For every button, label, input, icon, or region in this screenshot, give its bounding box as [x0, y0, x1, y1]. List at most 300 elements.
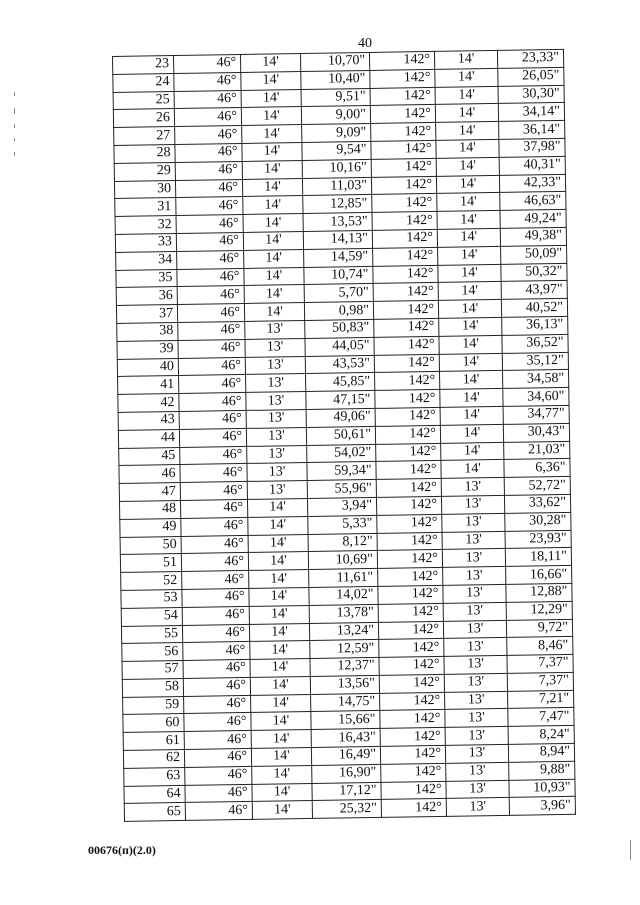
lat-seconds-cell: 16,49" [311, 746, 380, 765]
lon-minutes-cell: 14' [440, 406, 503, 425]
lon-degrees-cell: 142° [380, 745, 445, 764]
lon-degrees-cell: 142° [377, 550, 442, 569]
lon-seconds-cell: 12,29" [506, 601, 572, 620]
point-number-cell: 63 [124, 767, 185, 786]
lon-degrees-cell: 142° [377, 532, 442, 551]
lon-seconds-cell: 8,46" [507, 637, 573, 656]
lat-seconds-cell: 9,51" [301, 88, 370, 107]
lat-minutes-cell: 14' [243, 231, 303, 250]
margin-mark [14, 108, 15, 114]
point-number-cell: 25 [113, 91, 174, 110]
lon-seconds-cell: 30,43" [503, 423, 569, 442]
lat-minutes-cell: 14' [252, 783, 312, 802]
lat-degrees-cell: 46° [184, 748, 251, 767]
point-number-cell: 46 [119, 465, 180, 484]
lon-seconds-cell: 8,94" [508, 743, 574, 762]
point-number-cell: 35 [116, 269, 177, 288]
lat-seconds-cell: 3,94" [307, 497, 376, 516]
point-number-cell: 32 [115, 216, 176, 235]
lat-degrees-cell: 46° [177, 250, 244, 269]
point-number-cell: 40 [117, 358, 178, 377]
lat-degrees-cell: 46° [176, 215, 243, 234]
lon-minutes-cell: 13' [441, 495, 504, 514]
lat-degrees-cell: 46° [180, 499, 247, 518]
lon-seconds-cell: 6,36" [504, 459, 570, 478]
lat-degrees-cell: 46° [177, 286, 244, 305]
lat-seconds-cell: 10,70" [300, 52, 369, 71]
lat-minutes-cell: 14' [244, 303, 304, 322]
lon-minutes-cell: 14' [440, 424, 503, 443]
lat-minutes-cell: 14' [251, 730, 311, 749]
point-number-cell: 65 [124, 803, 185, 822]
lat-minutes-cell: 14' [242, 125, 302, 144]
lat-minutes-cell: 13' [247, 481, 307, 500]
point-number-cell: 54 [121, 607, 182, 626]
point-number-cell: 45 [119, 447, 180, 466]
lat-degrees-cell: 46° [176, 232, 243, 251]
lon-seconds-cell: 40,31" [499, 156, 565, 175]
point-number-cell: 26 [113, 109, 174, 128]
lon-degrees-cell: 142° [372, 212, 437, 231]
lat-seconds-cell: 5,70" [304, 284, 373, 303]
lon-minutes-cell: 13' [443, 566, 506, 585]
lon-seconds-cell: 36,14" [499, 121, 565, 140]
lon-seconds-cell: 37,98" [499, 138, 565, 157]
lat-seconds-cell: 47,15" [306, 391, 375, 410]
lat-seconds-cell: 11,61" [309, 569, 378, 588]
lat-minutes-cell: 14' [243, 214, 303, 233]
lat-minutes-cell: 14' [244, 285, 304, 304]
point-number-cell: 51 [120, 554, 181, 573]
lon-seconds-cell: 12,88" [506, 583, 572, 602]
lon-degrees-cell: 142° [370, 105, 435, 124]
point-number-cell: 56 [122, 643, 183, 662]
lat-degrees-cell: 46° [185, 802, 252, 821]
lon-degrees-cell: 142° [380, 692, 445, 711]
margin-mark [14, 92, 15, 96]
lon-degrees-cell: 142° [375, 390, 440, 409]
lat-degrees-cell: 46° [180, 482, 247, 501]
lat-degrees-cell: 46° [179, 428, 246, 447]
lat-seconds-cell: 11,03" [302, 177, 371, 196]
lat-seconds-cell: 13,24" [309, 622, 378, 641]
lon-seconds-cell: 42,33" [499, 174, 565, 193]
lat-degrees-cell: 46° [181, 517, 248, 536]
point-number-cell: 50 [120, 536, 181, 555]
lat-seconds-cell: 43,53" [305, 355, 374, 374]
lon-degrees-cell: 142° [372, 194, 437, 213]
lat-minutes-cell: 14' [248, 552, 308, 571]
lon-minutes-cell: 14' [441, 442, 504, 461]
lat-minutes-cell: 14' [249, 570, 309, 589]
lon-seconds-cell: 46,63" [500, 192, 566, 211]
lat-degrees-cell: 46° [179, 410, 246, 429]
lat-minutes-cell: 14' [242, 143, 302, 162]
lon-degrees-cell: 142° [378, 567, 443, 586]
lat-degrees-cell: 46° [174, 72, 241, 91]
lat-minutes-cell: 13' [245, 320, 305, 339]
point-number-cell: 53 [121, 589, 182, 608]
lon-degrees-cell: 142° [372, 229, 437, 248]
point-number-cell: 49 [120, 518, 181, 537]
lon-degrees-cell: 142° [380, 728, 445, 747]
lat-minutes-cell: 14' [242, 160, 302, 179]
lat-minutes-cell: 14' [252, 765, 312, 784]
point-number-cell: 38 [117, 322, 178, 341]
lat-degrees-cell: 46° [176, 197, 243, 216]
lon-minutes-cell: 13' [445, 727, 508, 746]
lon-seconds-cell: 35,12" [502, 352, 568, 371]
margin-mark [14, 152, 15, 156]
lon-minutes-cell: 14' [438, 282, 501, 301]
lon-seconds-cell: 26,05" [498, 67, 564, 86]
lat-degrees-cell: 46° [178, 321, 245, 340]
lat-seconds-cell: 13,78" [309, 604, 378, 623]
lon-degrees-cell: 142° [378, 585, 443, 604]
point-number-cell: 44 [118, 429, 179, 448]
lat-seconds-cell: 10,69" [308, 551, 377, 570]
lat-degrees-cell: 46° [175, 126, 242, 145]
lat-degrees-cell: 46° [177, 304, 244, 323]
lon-degrees-cell: 142° [374, 354, 439, 373]
lon-degrees-cell: 142° [378, 621, 443, 640]
lat-minutes-cell: 14' [244, 249, 304, 268]
lat-minutes-cell: 14' [247, 498, 307, 517]
lon-seconds-cell: 21,03" [504, 441, 570, 460]
lon-degrees-cell: 142° [381, 781, 446, 800]
lat-seconds-cell: 25,32" [312, 800, 381, 819]
lat-minutes-cell: 14' [249, 605, 309, 624]
lat-minutes-cell: 14' [250, 676, 310, 695]
lon-degrees-cell: 142° [376, 443, 441, 462]
lon-seconds-cell: 8,24" [508, 726, 574, 745]
point-number-cell: 31 [115, 198, 176, 217]
lat-seconds-cell: 14,75" [311, 693, 380, 712]
lat-seconds-cell: 16,90" [312, 764, 381, 783]
lat-seconds-cell: 12,59" [310, 640, 379, 659]
lon-minutes-cell: 14' [438, 246, 501, 265]
lat-minutes-cell: 14' [240, 54, 300, 73]
lat-degrees-cell: 46° [184, 695, 251, 714]
lon-degrees-cell: 142° [375, 407, 440, 426]
lat-seconds-cell: 59,34" [307, 462, 376, 481]
lat-degrees-cell: 46° [179, 375, 246, 394]
lon-seconds-cell: 10,93" [509, 779, 575, 798]
lon-degrees-cell: 142° [374, 318, 439, 337]
lon-seconds-cell: 34,14" [498, 103, 564, 122]
lon-minutes-cell: 14' [435, 104, 498, 123]
lat-minutes-cell: 13' [246, 392, 306, 411]
table-body [113, 49, 576, 821]
lat-minutes-cell: 14' [243, 196, 303, 215]
lat-degrees-cell: 46° [183, 677, 250, 696]
lat-seconds-cell: 16,43" [311, 729, 380, 748]
lon-degrees-cell: 142° [376, 479, 441, 498]
lon-degrees-cell: 142° [371, 123, 436, 142]
point-number-cell: 43 [118, 411, 179, 430]
lat-seconds-cell: 44,05" [305, 337, 374, 356]
lat-minutes-cell: 14' [252, 801, 312, 820]
lon-degrees-cell: 142° [379, 674, 444, 693]
lon-degrees-cell: 142° [370, 69, 435, 88]
lat-minutes-cell: 13' [246, 374, 306, 393]
lon-minutes-cell: 13' [446, 798, 509, 817]
lat-degrees-cell: 46° [182, 606, 249, 625]
lon-seconds-cell: 7,47" [508, 708, 574, 727]
lon-minutes-cell: 13' [442, 549, 505, 568]
lon-seconds-cell: 7,37" [507, 672, 573, 691]
point-number-cell: 59 [123, 696, 184, 715]
lat-seconds-cell: 50,61" [306, 426, 375, 445]
lon-minutes-cell: 13' [445, 744, 508, 763]
lon-minutes-cell: 14' [437, 228, 500, 247]
lat-seconds-cell: 8,12" [308, 533, 377, 552]
lat-degrees-cell: 46° [183, 642, 250, 661]
lat-seconds-cell: 5,33" [308, 515, 377, 534]
lon-minutes-cell: 13' [445, 691, 508, 710]
lat-seconds-cell: 17,12" [312, 782, 381, 801]
lon-degrees-cell: 142° [373, 247, 438, 266]
lat-minutes-cell: 14' [241, 71, 301, 90]
margin-mark [14, 124, 15, 128]
lon-degrees-cell: 142° [376, 496, 441, 515]
lon-seconds-cell: 16,66" [506, 565, 572, 584]
lat-minutes-cell: 14' [249, 623, 309, 642]
lon-minutes-cell: 13' [444, 673, 507, 692]
lat-minutes-cell: 14' [248, 534, 308, 553]
point-number-cell: 62 [123, 750, 184, 769]
lon-degrees-cell: 142° [381, 799, 446, 818]
lon-seconds-cell: 30,30" [498, 85, 564, 104]
lon-minutes-cell: 14' [436, 139, 499, 158]
lat-minutes-cell: 13' [245, 338, 305, 357]
lat-degrees-cell: 46° [174, 54, 241, 73]
lon-minutes-cell: 14' [434, 50, 497, 69]
lat-minutes-cell: 14' [251, 748, 311, 767]
point-number-cell: 28 [114, 145, 175, 164]
lon-seconds-cell: 34,77" [503, 405, 569, 424]
lat-degrees-cell: 46° [181, 553, 248, 572]
point-number-cell: 64 [124, 785, 185, 804]
lon-seconds-cell: 36,52" [502, 334, 568, 353]
lon-minutes-cell: 13' [444, 655, 507, 674]
lon-minutes-cell: 13' [443, 584, 506, 603]
lon-degrees-cell: 142° [369, 51, 434, 70]
lon-minutes-cell: 14' [440, 389, 503, 408]
lon-minutes-cell: 13' [443, 620, 506, 639]
lon-seconds-cell: 52,72" [504, 476, 570, 495]
lon-seconds-cell: 7,37" [507, 654, 573, 673]
lon-minutes-cell: 14' [436, 175, 499, 194]
point-number-cell: 33 [115, 233, 176, 252]
lat-seconds-cell: 49,06" [306, 408, 375, 427]
lat-minutes-cell: 13' [246, 427, 306, 446]
lat-minutes-cell: 14' [244, 267, 304, 286]
lon-seconds-cell: 49,38" [500, 227, 566, 246]
lat-minutes-cell: 13' [245, 356, 305, 375]
lon-degrees-cell: 142° [376, 461, 441, 480]
lon-seconds-cell: 34,60" [503, 388, 569, 407]
lat-minutes-cell: 14' [250, 659, 310, 678]
lon-degrees-cell: 142° [379, 656, 444, 675]
lat-degrees-cell: 46° [184, 731, 251, 750]
point-number-cell: 30 [114, 180, 175, 199]
point-number-cell: 61 [123, 732, 184, 751]
lat-seconds-cell: 14,02" [309, 586, 378, 605]
lon-degrees-cell: 142° [374, 336, 439, 355]
point-number-cell: 52 [121, 572, 182, 591]
footer-code: 00676(п)(2.0) [88, 843, 156, 857]
point-number-cell: 23 [113, 56, 174, 75]
lon-seconds-cell: 9,72" [506, 619, 572, 638]
lat-degrees-cell: 46° [184, 713, 251, 732]
lon-degrees-cell: 142° [371, 176, 436, 195]
lat-minutes-cell: 14' [251, 694, 311, 713]
lat-seconds-cell: 9,00" [301, 106, 370, 125]
point-number-cell: 55 [121, 625, 182, 644]
lat-minutes-cell: 13' [247, 463, 307, 482]
lat-seconds-cell: 14,13" [303, 230, 372, 249]
lon-seconds-cell: 50,32" [501, 263, 567, 282]
lon-degrees-cell: 142° [378, 603, 443, 622]
lon-seconds-cell: 50,09" [501, 245, 567, 264]
point-number-cell: 34 [116, 251, 177, 270]
lat-seconds-cell: 9,09" [302, 124, 371, 143]
lat-degrees-cell: 46° [183, 660, 250, 679]
point-number-cell: 39 [117, 340, 178, 359]
lat-degrees-cell: 46° [182, 624, 249, 643]
lat-seconds-cell: 13,56" [310, 675, 379, 694]
lat-degrees-cell: 46° [181, 535, 248, 554]
lon-seconds-cell: 23,33" [497, 49, 563, 68]
lat-seconds-cell: 12,85" [303, 195, 372, 214]
lat-seconds-cell: 54,02" [307, 444, 376, 463]
lat-seconds-cell: 10,16" [302, 159, 371, 178]
lon-degrees-cell: 142° [373, 301, 438, 320]
margin-mark [14, 138, 15, 141]
lon-degrees-cell: 142° [377, 514, 442, 533]
point-number-cell: 42 [118, 394, 179, 413]
lon-seconds-cell: 33,62" [504, 494, 570, 513]
lon-degrees-cell: 142° [380, 710, 445, 729]
lat-minutes-cell: 14' [248, 516, 308, 535]
lon-seconds-cell: 18,11" [505, 548, 571, 567]
lon-degrees-cell: 142° [381, 763, 446, 782]
lat-degrees-cell: 46° [174, 108, 241, 127]
lon-degrees-cell: 142° [375, 425, 440, 444]
lon-minutes-cell: 13' [442, 513, 505, 532]
point-number-cell: 60 [123, 714, 184, 733]
lat-degrees-cell: 46° [174, 90, 241, 109]
lat-degrees-cell: 46° [175, 161, 242, 180]
lon-degrees-cell: 142° [371, 140, 436, 159]
lon-degrees-cell: 142° [373, 265, 438, 284]
lon-seconds-cell: 3,96" [509, 797, 575, 816]
point-number-cell: 27 [114, 127, 175, 146]
lat-degrees-cell: 46° [185, 766, 252, 785]
lat-seconds-cell: 50,83" [305, 319, 374, 338]
lat-degrees-cell: 46° [180, 446, 247, 465]
lon-minutes-cell: 13' [446, 780, 509, 799]
lat-degrees-cell: 46° [182, 588, 249, 607]
lon-seconds-cell: 40,52" [501, 299, 567, 318]
lat-minutes-cell: 14' [242, 178, 302, 197]
point-number-cell: 47 [119, 483, 180, 502]
lat-degrees-cell: 46° [178, 339, 245, 358]
lat-seconds-cell: 0,98" [304, 302, 373, 321]
lat-minutes-cell: 14' [241, 89, 301, 108]
lon-minutes-cell: 13' [444, 638, 507, 657]
lon-seconds-cell: 36,13" [502, 316, 568, 335]
lon-seconds-cell: 9,88" [509, 761, 575, 780]
lat-degrees-cell: 46° [178, 357, 245, 376]
lat-degrees-cell: 46° [175, 143, 242, 162]
lon-minutes-cell: 14' [438, 264, 501, 283]
point-number-cell: 24 [113, 73, 174, 92]
lat-minutes-cell: 14' [251, 712, 311, 731]
point-number-cell: 36 [116, 287, 177, 306]
lon-degrees-cell: 142° [373, 283, 438, 302]
lon-seconds-cell: 7,21" [508, 690, 574, 709]
lon-degrees-cell: 142° [379, 639, 444, 658]
lat-minutes-cell: 14' [249, 587, 309, 606]
lon-minutes-cell: 14' [436, 157, 499, 176]
lon-minutes-cell: 13' [441, 478, 504, 497]
lon-minutes-cell: 13' [446, 762, 509, 781]
lon-seconds-cell: 34,58" [502, 370, 568, 389]
lon-minutes-cell: 14' [436, 122, 499, 141]
page-number: 40 [358, 36, 372, 51]
lon-minutes-cell: 13' [445, 709, 508, 728]
lon-minutes-cell: 14' [439, 371, 502, 390]
lat-minutes-cell: 14' [241, 107, 301, 126]
lon-minutes-cell: 14' [439, 335, 502, 354]
lat-seconds-cell: 13,53" [303, 213, 372, 232]
lat-minutes-cell: 13' [247, 445, 307, 464]
lon-minutes-cell: 14' [437, 211, 500, 230]
lon-minutes-cell: 14' [437, 193, 500, 212]
lat-seconds-cell: 9,54" [302, 141, 371, 160]
lat-seconds-cell: 12,37" [310, 657, 379, 676]
point-number-cell: 48 [119, 500, 180, 519]
lon-seconds-cell: 43,97" [501, 281, 567, 300]
point-number-cell: 29 [114, 162, 175, 181]
point-number-cell: 57 [122, 661, 183, 680]
point-number-cell: 41 [118, 376, 179, 395]
lon-seconds-cell: 30,28" [505, 512, 571, 531]
lat-seconds-cell: 55,96" [307, 480, 376, 499]
lon-minutes-cell: 14' [439, 353, 502, 372]
lat-seconds-cell: 10,40" [301, 70, 370, 89]
lon-minutes-cell: 14' [438, 300, 501, 319]
lat-minutes-cell: 14' [250, 641, 310, 660]
lat-seconds-cell: 45,85" [306, 373, 375, 392]
lon-minutes-cell: 13' [442, 531, 505, 550]
lon-minutes-cell: 14' [435, 86, 498, 105]
lon-degrees-cell: 142° [375, 372, 440, 391]
lon-minutes-cell: 13' [443, 602, 506, 621]
lat-degrees-cell: 46° [175, 179, 242, 198]
lon-degrees-cell: 142° [370, 87, 435, 106]
coordinates-table [112, 49, 576, 822]
lat-degrees-cell: 46° [182, 571, 249, 590]
lon-minutes-cell: 14' [435, 68, 498, 87]
lon-minutes-cell: 14' [441, 460, 504, 479]
point-number-cell: 58 [122, 678, 183, 697]
point-number-cell: 37 [116, 305, 177, 324]
lat-degrees-cell: 46° [177, 268, 244, 287]
lon-seconds-cell: 23,93" [505, 530, 571, 549]
